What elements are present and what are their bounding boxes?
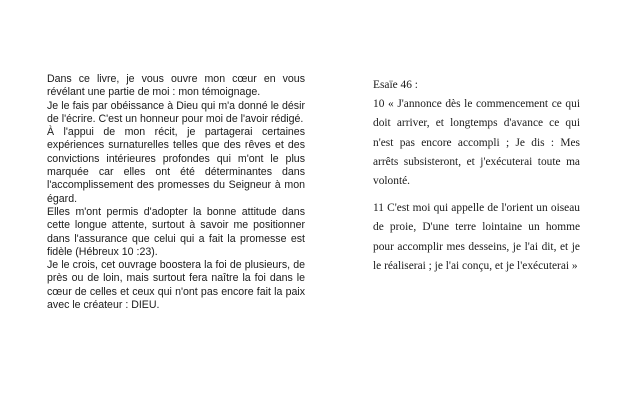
paragraph-intro: Dans ce livre, je vous ouvre mon cœur en vous révélant une partie de moi : mon témoignage. — [47, 73, 305, 99]
scripture-heading: Esaïe 46 : — [373, 79, 418, 91]
paragraph-obedience: Je le fais par obéissance à Dieu qui m'a donné le désir de l'écrire. C'est un honneur pour moi de l'avoir rédigé. — [47, 99, 305, 125]
verse-11: 11 C'est moi qui appelle de l'orient un oiseau de proie, D'une terre lointaine un homme pour accomplir mes desseins, je l'ai dit, et je le réaliserai ; je l'ai conçu, et je l'exécuterai » — [373, 202, 580, 272]
testimony-text-column — [47, 73, 305, 312]
paragraph-attitude: Elles m'ont permis d'adopter la bonne attitude dans cette longue attente, surtout à savoir me positionner dans l'assurance que celui qui a fait la promesse est fidèle (Hébreux 10 :23). — [47, 205, 305, 258]
verse-10: 10 « J'annonce dès le commencement ce qui doit arriver, et longtemps d'avance ce qui n'est pas encore accompli ; Je dis : Mes arrêts subsisteront, et j'exécuterai toute ma volonté. — [373, 98, 580, 188]
paragraph-faith: Je le crois, cet ouvrage boostera la foi de plusieurs, de près ou de loin, mais surtout fera naître la foi dans le cœur de celles et ceux qui n'ont pas encore fait la paix avec le créateur : DIEU. — [47, 259, 305, 312]
scripture-column — [373, 76, 580, 276]
paragraph-experiences: À l'appui de mon récit, je partagerai certaines expériences surnaturelles telles que des rêves et des convictions intérieures profondes qui m'ont le plus marquée car elles ont été déterminantes dans l'accomplissement des promesses du Seigneur à mon égard. — [47, 126, 305, 205]
